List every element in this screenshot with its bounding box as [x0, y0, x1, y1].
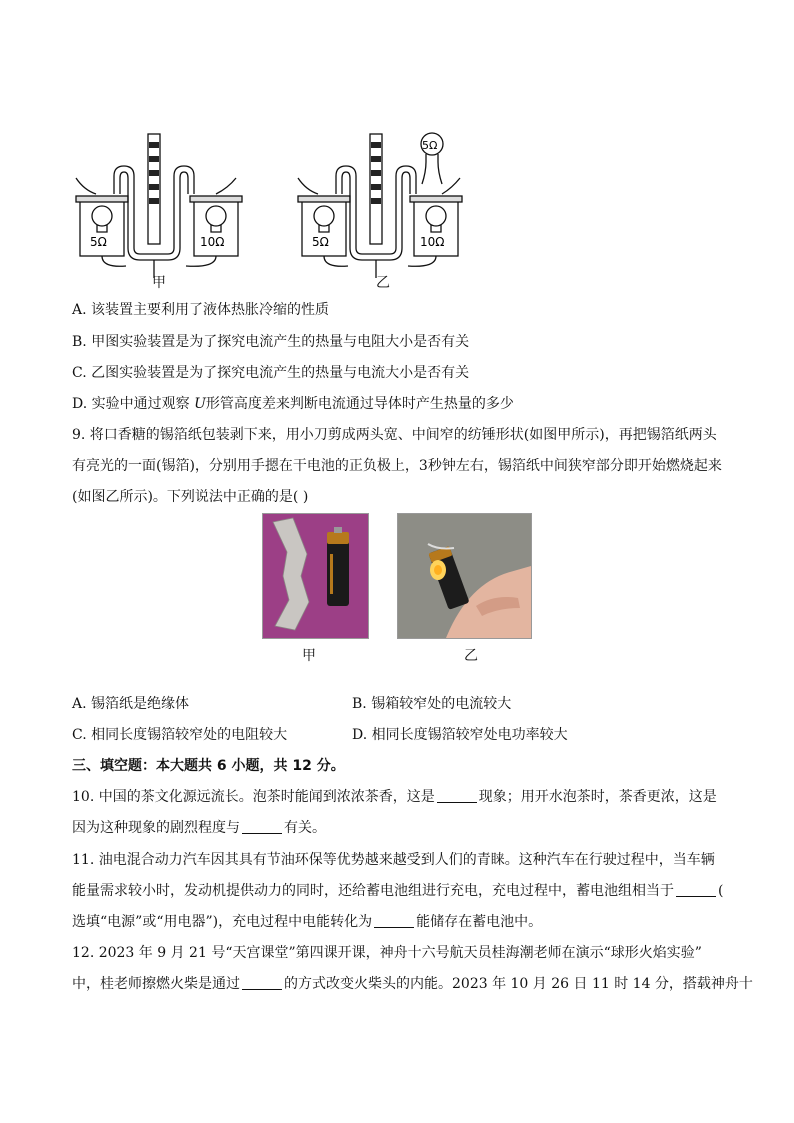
label-5ohm-left: 5Ω — [90, 235, 107, 249]
q10-text-2b: 有关。 — [284, 820, 326, 836]
q10-line-1 — [72, 787, 717, 807]
joule-apparatus-figure — [66, 128, 466, 293]
answer-blank[interactable] — [374, 913, 414, 928]
photo-burning-foil — [397, 513, 532, 639]
q9-option-d: D. 相同长度锡箔较窄处电功率较大 — [352, 727, 568, 743]
q8-option-d-pre: D. 实验中通过观察 — [72, 396, 195, 412]
label-5ohm-right: 5Ω — [312, 235, 329, 249]
label-10ohm-left: 10Ω — [200, 235, 225, 249]
label-10ohm-right: 10Ω — [420, 235, 445, 249]
answer-blank[interactable] — [676, 882, 716, 897]
q9-option-c: C. 相同长度锡箔较窄处的电阻较大 — [72, 727, 288, 743]
q9-line-1: 9. 将口香糖的锡箔纸包装剥下来，用小刀剪成两头宽、中间窄的纺锤形状(如图甲所示)，再把锡箔纸两头 — [72, 427, 717, 443]
q11-text-2b: ( — [718, 883, 724, 899]
figure-label-jia: 甲 — [152, 275, 166, 291]
q10-text-1b: 现象；用开水泡茶时，茶香更浓，这是 — [478, 789, 717, 805]
q11-line-1: 11. 油电混合动力汽车因其具有节油环保等优势越来越受到人们的青睐。这种汽车在行驶过程中，当车辆 — [72, 852, 715, 868]
figure-label-yi: 乙 — [376, 275, 390, 291]
q11-text-2a: 能量需求较小时，发动机提供动力的同时，还给蓄电池组进行充电，充电过程中，蓄电池组相当于 — [72, 883, 674, 899]
q8-option-b: B. 甲图实验装置是为了探究电流产生的热量与电阻大小是否有关 — [72, 334, 470, 350]
q9-option-b: B. 锡箱较窄处的电流较大 — [352, 696, 512, 712]
q10-text-1a: 10. 中国的茶文化源远流长。泡茶时能闻到浓浓茶香，这是 — [72, 789, 435, 805]
q8-option-c: C. 乙图实验装置是为了探究电流产生的热量与电流大小是否有关 — [72, 365, 470, 381]
q8-option-a: A. 该装置主要利用了液体热胀冷缩的性质 — [72, 302, 330, 318]
section-fill-blank-heading: 三、填空题：本大题共 6 小题，共 12 分。 — [72, 758, 345, 774]
q11-text-3a: 选填“电源”或“用电器”)，充电过程中电能转化为 — [72, 914, 373, 930]
q12-line-1: 12. 2023 年 9 月 21 号“天宫课堂”第四课开课，神舟十六号航天员桂海潮老师在演示“球形火焰实验” — [72, 945, 702, 961]
answer-blank[interactable] — [437, 788, 477, 803]
q12-line-2 — [72, 974, 753, 994]
answer-blank[interactable] — [242, 975, 282, 990]
q9-line-3: (如图乙所示)。下列说法中正确的是( ) — [72, 489, 309, 505]
q8-option-d-post: 形管高度差来判断电流通过导体时产生热量的多少 — [205, 396, 514, 412]
q8-option-d — [72, 394, 514, 414]
photo-label-jia: 甲 — [302, 648, 316, 664]
q12-text-2b: 的方式改变火柴头的内能。2023 年 10 月 26 日 11 时 14 分，搭载神舟十 — [284, 976, 753, 992]
q12-text-2a: 中，桂老师擦燃火柴是通过 — [72, 976, 240, 992]
label-5ohm-external: 5Ω — [422, 139, 438, 152]
q9-line-2: 有亮光的一面(锡箔)，分别用手摁在干电池的正负极上，3秒钟左右，锡箔纸中间狭窄部分即开始燃烧起来 — [72, 458, 722, 474]
q10-line-2 — [72, 818, 326, 838]
q10-text-2a: 因为这种现象的剧烈程度与 — [72, 820, 240, 836]
photo-foil-battery — [262, 513, 369, 639]
answer-blank[interactable] — [242, 819, 282, 834]
q11-line-2 — [72, 881, 723, 901]
photo-label-yi: 乙 — [464, 648, 478, 664]
q8-option-d-u: U — [194, 396, 206, 412]
q11-line-3 — [72, 912, 542, 932]
q9-option-a: A. 锡箔纸是绝缘体 — [72, 696, 190, 712]
q11-text-3b: 能储存在蓄电池中。 — [416, 914, 543, 930]
